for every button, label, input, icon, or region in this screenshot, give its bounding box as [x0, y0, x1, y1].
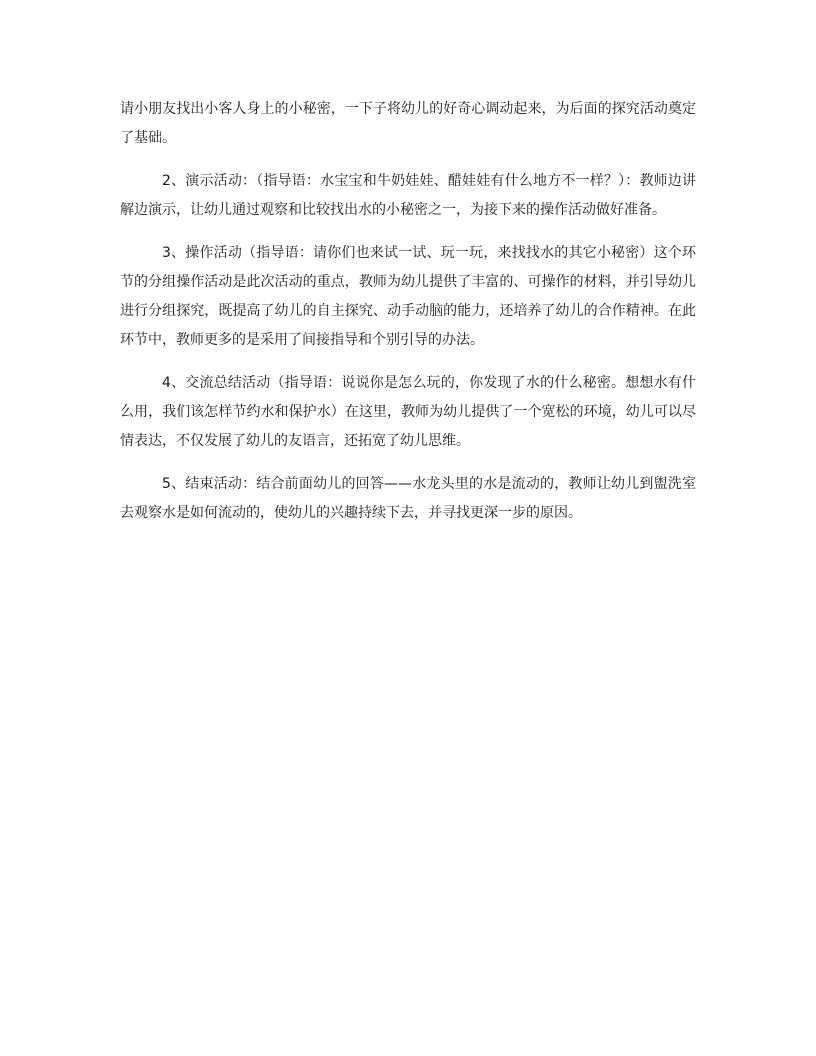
paragraph-operation-activity: 3、操作活动（指导语：请你们也来试一试、玩一玩，来找找水的其它小秘密）这个环节的分组操作活动是此次活动的重点，教师为幼儿提供了丰富的、可操作的材料，并引导幼儿进行分组探究，既提高了幼儿的自主探究、动手动脑的能力，还培养了幼儿的合作精神。在此环节中，教师更多的是采用了间接指导和个别引导的办法。 — [120, 245, 696, 348]
paragraph-demonstration-activity: 2、演示活动：（指导语：水宝宝和牛奶娃娃、醋娃娃有什么地方不一样？）：教师边讲解边演示，让幼儿通过观察和比较找出水的小秘密之一，为接下来的操作活动做好准备。 — [120, 173, 696, 218]
paragraph-intro-continuation: 请小朋友找出小客人身上的小秘密，一下子将幼儿的好奇心调动起来，为后面的探究活动奠定了基础。 — [120, 101, 696, 146]
paragraph-summary-activity: 4、交流总结活动（指导语：说说你是怎么玩的，你发现了水的什么秘密。想想水有什么用，我们该怎样节约水和保护水）在这里，教师为幼儿提供了一个宽松的环境，幼儿可以尽情表达，不仅发展了幼儿的友语言，还拓宽了幼儿思维。 — [120, 375, 696, 449]
document-body — [120, 95, 696, 542]
paragraph-closing-activity: 5、结束活动：结合前面幼儿的回答——水龙头里的水是流动的，教师让幼儿到盥洗室去观察水是如何流动的，使幼儿的兴趣持续下去，并寻找更深一步的原因。 — [120, 476, 696, 521]
